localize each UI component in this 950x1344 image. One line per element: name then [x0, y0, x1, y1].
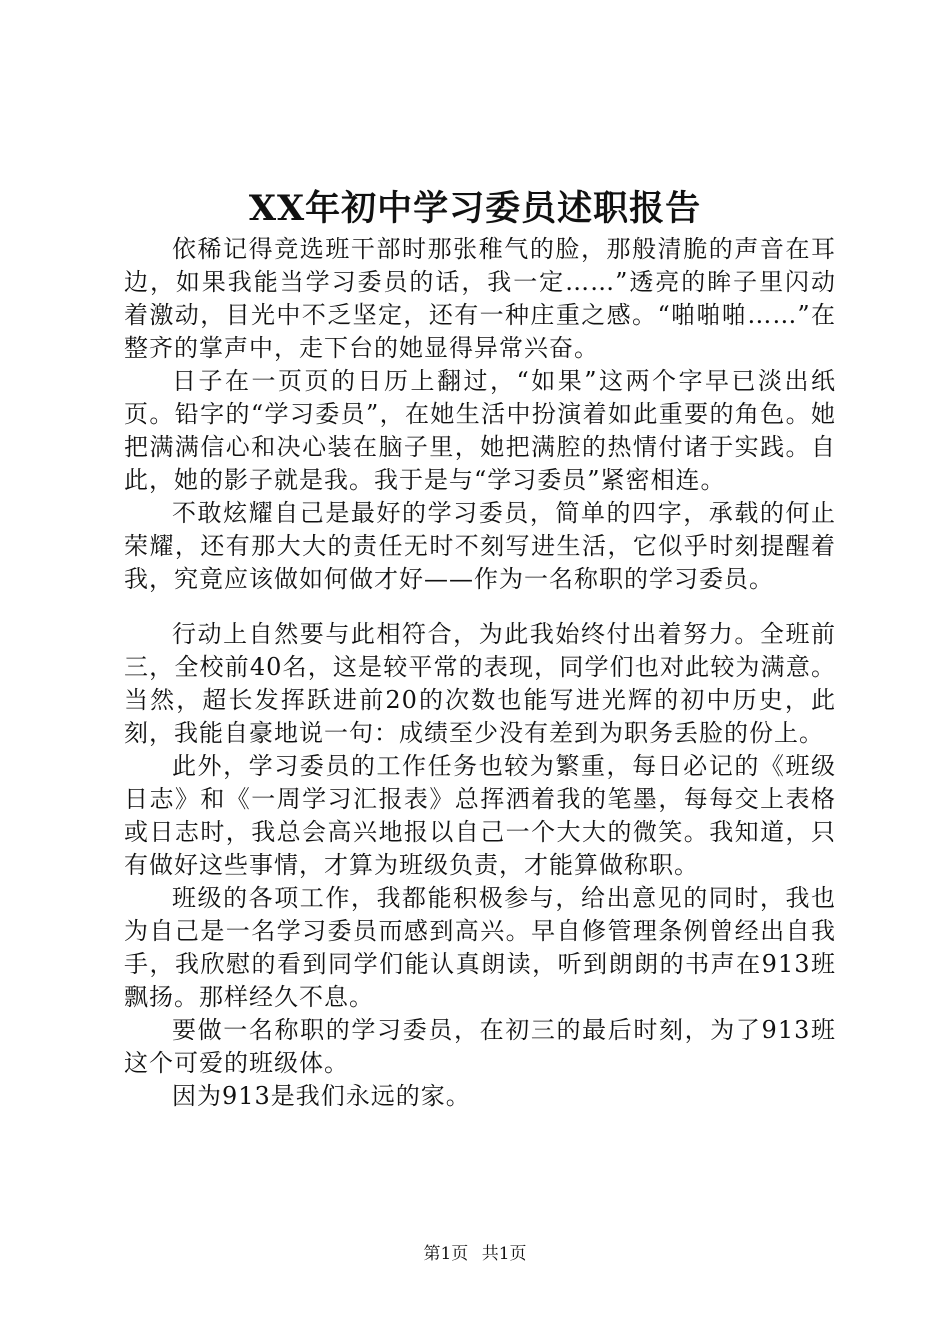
paragraph: 要做一名称职的学习委员，在初三的最后时刻，为了913班这个可爱的班级体。	[124, 1016, 836, 1077]
paragraph: 日子在一页页的日历上翻过，“如果”这两个字早已淡出纸页。铅字的“学习委员”，在她生活中扮演着如此重要的角色。她把满满信心和决心装在脑子里，她把满腔的热情付诸于实践。自此，她的影子就是我。我于是与“学习委员”紧密相连。	[124, 367, 836, 494]
page-number: 第1页	[423, 1244, 469, 1264]
paragraph: 因为913是我们永远的家。	[172, 1082, 471, 1110]
paragraph: 行动上自然要与此相符合，为此我始终付出着努力。全班前三，全校前40名，这是较平常的表现，同学们也对此较为满意。当然，超长发挥跃进前20的次数也能写进光辉的初中历史，此刻，我能自豪地说一句：成绩至少没有差到为职务丢脸的份上。	[124, 620, 836, 747]
page-total: 共1页	[481, 1244, 527, 1264]
document-body	[124, 233, 836, 1113]
document-title: XX年初中学习委员述职报告	[248, 188, 702, 229]
paragraph: 依稀记得竞选班干部时那张稚气的脸，那般清脆的声音在耳边，如果我能当学习委员的话，我一定……”透亮的眸子里闪动着激动，目光中不乏坚定，还有一种庄重之感。“啪啪啪……”在整齐的掌声中，走下台的她显得异常兴奋。	[124, 235, 836, 362]
page-footer	[0, 1242, 950, 1266]
paragraph: 班级的各项工作，我都能积极参与，给出意见的同时，我也为自己是一名学习委员而感到高兴。早自修管理条例曾经出自我手，我欣慰的看到同学们能认真朗读，听到朗朗的书声在913班飘扬。那样经久不息。	[124, 884, 836, 1011]
paragraph: 此外，学习委员的工作任务也较为繁重，每日必记的《班级日志》和《一周学习汇报表》总挥洒着我的笔墨，每每交上表格或日志时，我总会高兴地报以自己一个大大的微笑。我知道，只有做好这些事情，才算为班级负责，才能算做称职。	[124, 752, 836, 879]
paragraph: 不敢炫耀自己是最好的学习委员，简单的四字，承载的何止荣耀，还有那大大的责任无时不刻写进生活，它似乎时刻提醒着我，究竟应该做如何做才好——作为一名称职的学习委员。	[124, 499, 836, 593]
